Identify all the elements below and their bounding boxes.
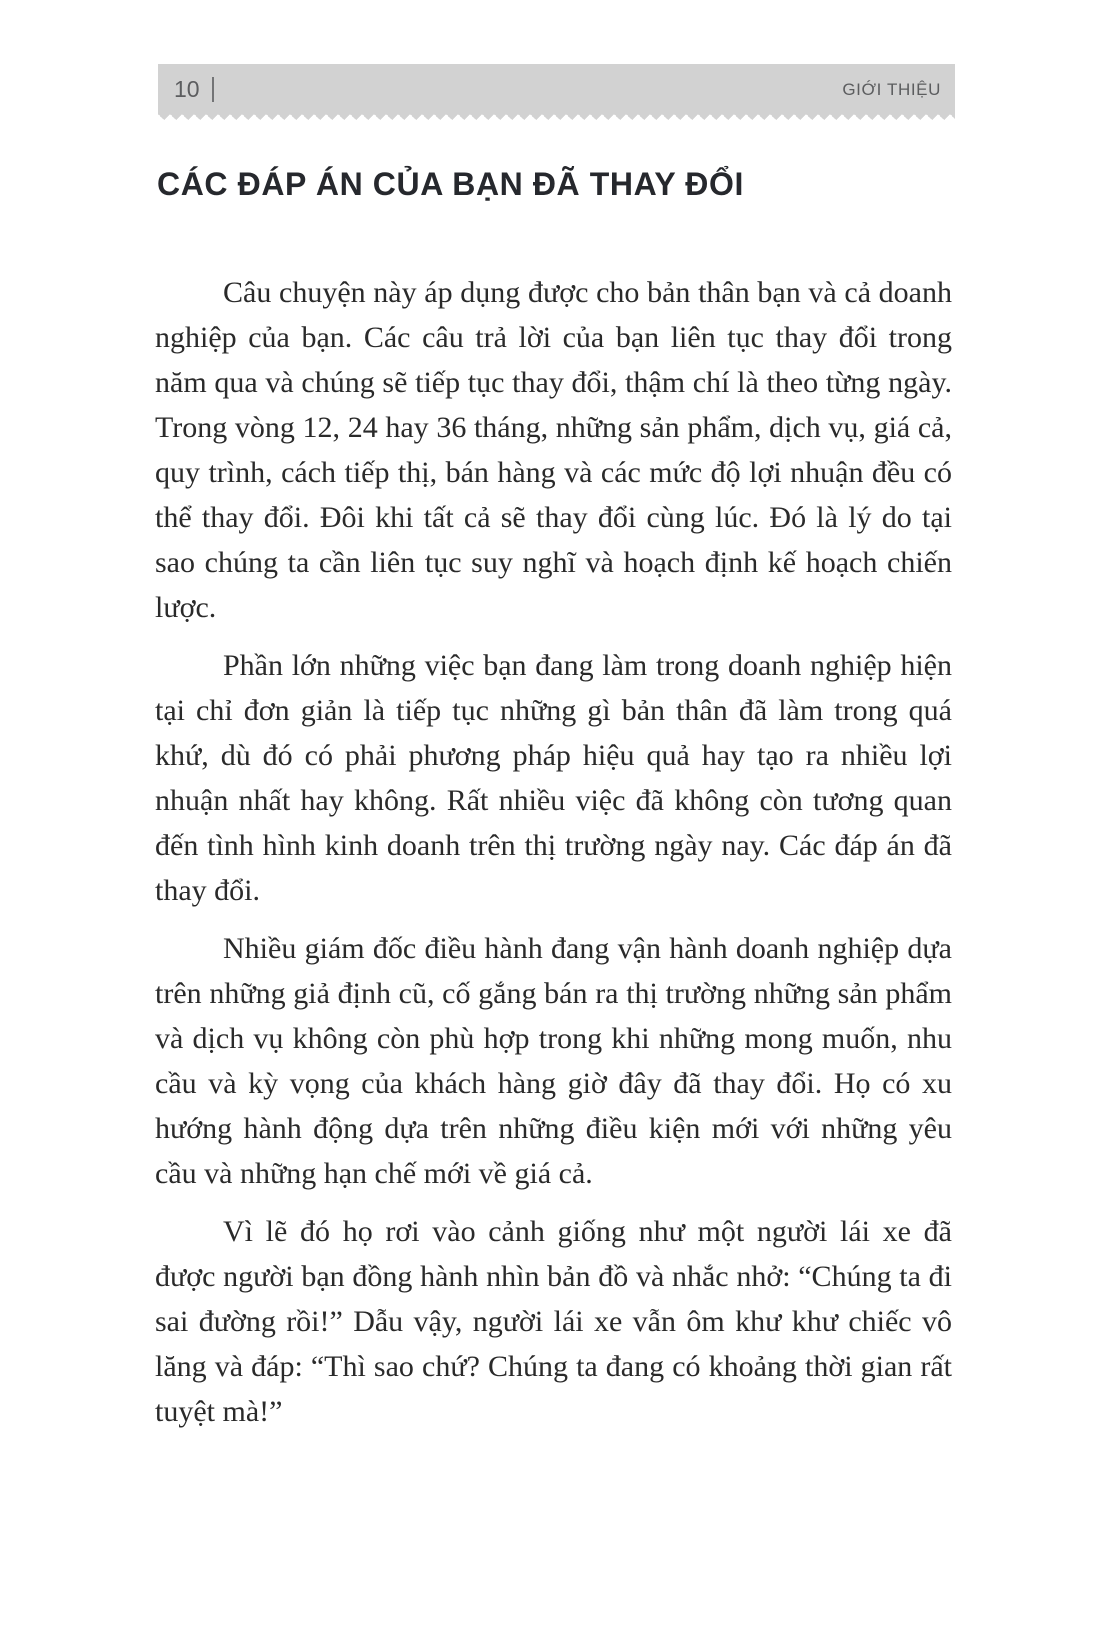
page-header-left [174, 77, 214, 102]
page-header [158, 64, 955, 114]
section-heading: CÁC ĐÁP ÁN CỦA BẠN ĐÃ THAY ĐỔI [157, 166, 744, 202]
body-text [155, 270, 952, 1447]
header-divider [212, 77, 214, 102]
paragraph: Câu chuyện này áp dụng được cho bản thân bạn và cả doanh nghiệp của bạn. Các câu trả lời của bạn liên tục thay đổi trong năm qua và chúng sẽ tiếp tục thay đổi, thậm chí là theo từng ngày. Trong vòng 12, 24 hay 36 tháng, những sản phẩm, dịch vụ, giá cả, quy trình, cách tiếp thị, bán hàng và các mức độ lợi nhuận đều có thể thay đổi. Đôi khi tất cả sẽ thay đổi cùng lúc. Đó là lý do tại sao chúng ta cần liên tục suy nghĩ và hoạch định kế hoạch chiến lược. [155, 276, 952, 624]
paragraph: Phần lớn những việc bạn đang làm trong doanh nghiệp hiện tại chỉ đơn giản là tiếp tục những gì bản thân đã làm trong quá khứ, dù đó có phải phương pháp hiệu quả hay tạo ra nhiều lợi nhuận nhất hay không. Rất nhiều việc đã không còn tương quan đến tình hình kinh doanh trên thị trường ngày nay. Các đáp án đã thay đổi. [155, 649, 952, 907]
header-sawtooth-edge [158, 114, 955, 120]
page-number: 10 [174, 75, 200, 102]
paragraph: Vì lẽ đó họ rơi vào cảnh giống như một người lái xe đã được người bạn đồng hành nhìn bản đồ và nhắc nhở: “Chúng ta đi sai đường rồi!” Dẫu vậy, người lái xe vẫn ôm khư khư chiếc vô lăng và đáp: “Thì sao chứ? Chúng ta đang có khoảng thời gian rất tuyệt mà!” [155, 1215, 952, 1428]
paragraph: Nhiều giám đốc điều hành đang vận hành doanh nghiệp dựa trên những giả định cũ, cố gắng bán ra thị trường những sản phẩm và dịch vụ không còn phù hợp trong khi những mong muốn, nhu cầu và kỳ vọng của khách hàng giờ đây đã thay đổi. Họ có xu hướng hành động dựa trên những điều kiện mới với những yêu cầu và những hạn chế mới về giá cả. [155, 932, 952, 1190]
header-section-title: GIỚI THIỆU [842, 79, 941, 99]
